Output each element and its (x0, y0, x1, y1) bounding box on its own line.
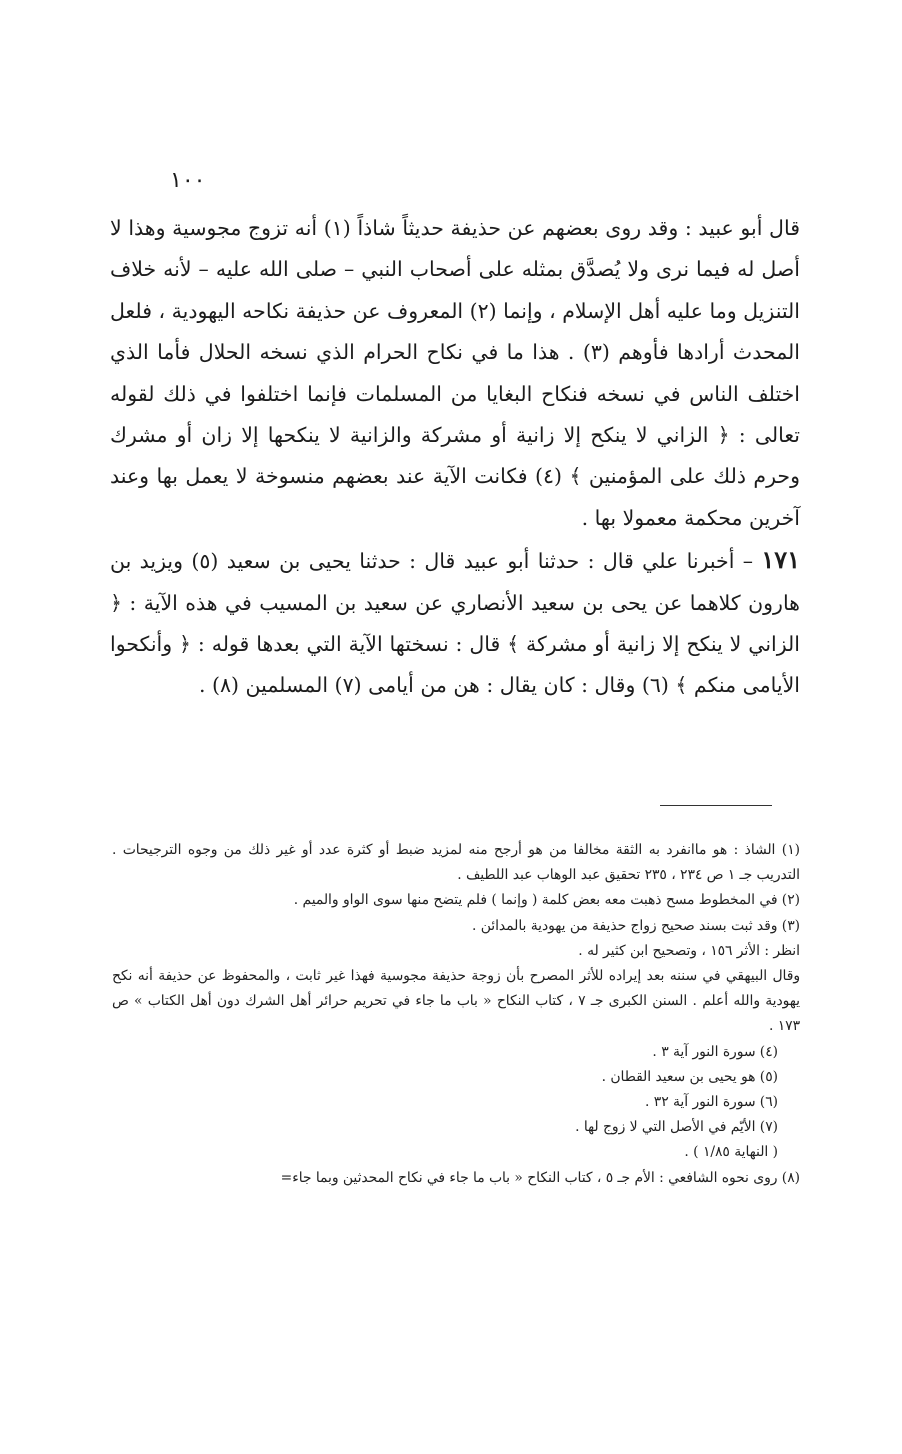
footnote: انظر : الأثر ١٥٦ ، وتصحيح ابن كثير له . (578, 942, 800, 959)
footnote: (٥) هو يحيى بن سعيد القطان . (601, 1068, 778, 1085)
hadith-paragraph (110, 539, 800, 707)
footnotes (112, 838, 800, 1191)
footnote: (٢) في المخطوط مسح ذهبت معه بعض كلمة ( وإنما ) فلم يتضح منها سوى الواو والميم . (293, 892, 800, 909)
footnote: (٨) روى نحوه الشافعي : الأم جـ ٥ ، كتاب النكاح « باب ما جاء في نكاح المحدثين وبما جاء= (280, 1169, 800, 1186)
hadith-number: ١٧١ (761, 545, 800, 575)
footnote: (٤) سورة النور آية ٣ . (652, 1043, 778, 1060)
paragraph: قال أبو عبيد : وقد روى بعضهم عن حذيفة حديثاً شاذاً (١) أنه تزوج مجوسية وهذا لا أصل له فيما نرى ولا يُصدَّق بمثله على أصحاب النبي – صلى الله عليه – لأنه خلاف التنزيل وما عليه أهل الإسلام ، وإنما (٢) المعروف عن حذيفة نكاحه اليهودية ، فلعل المحدث أرادها فأوهم (٣) . هذا ما في نكاح الحرام الذي نسخه الحلال فأما الذي اختلف الناس في نسخه فنكاح البغايا من المسلمات فإنما اختلفوا في ذلك لقوله تعالى : ﴿ الزاني لا ينكح إلا زانية أو مشركة والزانية لا ينكحها إلا زان أو مشرك وحرم ذلك على المؤمنين ﴾ (٤) فكانت الآية عند بعضهم منسوخة لا يعمل بها وعند آخرين محكمة معمولا بها . (110, 216, 801, 530)
main-text (110, 208, 800, 707)
footnote: وقال البيهقي في سننه بعد إيراده للأثر المصرح بأن زوجة حذيفة مجوسية فهذا غير ثابت ، والمحفوظ عن حذيفة أنه نكح يهودية والله أعلم . السنن الكبرى جـ ٧ ، كتاب النكاح « باب ما جاء في تحريم حرائر أهل الشرك دون أهل الكتاب » ص ١٧٣ . (112, 968, 800, 1035)
footnote: ( النهاية ١/٨٥ ) . (684, 1144, 778, 1161)
footnote: (١) الشاذ : هو ماانفرد به الثقة مخالفا من هو أرجح منه لمزيد ضبط أو كثرة عدد أو غير ذلك من وجوه الترجيحات . التدريب جـ ١ ص ٢٣٤ ، ٢٣٥ تحقيق عبد الوهاب عبد اللطيف . (112, 842, 800, 884)
footnote: (٦) سورة النور آية ٣٢ . (645, 1094, 778, 1111)
footnote-separator (660, 805, 772, 806)
page-number: ١٠٠ (170, 168, 206, 193)
footnote: (٧) الأيّم في الأصل التي لا زوج لها . (575, 1119, 778, 1136)
footnote: (٣) وقد ثبت بسند صحيح زواج حذيفة من يهودية بالمدائن . (471, 917, 800, 934)
hadith-text: – أخبرنا علي قال : حدثنا أبو عبيد قال : حدثنا يحيى بن سعيد (٥) ويزيد بن هارون كلاهما عن يحى بن سعيد الأنصاري عن سعيد بن المسيب في هذه الآية : ﴿ الزاني لا ينكح إلا زانية أو مشركة ﴾ قال : نسختها الآية التي بعدها قوله : ﴿ وأنكحوا الأيامى منكم ﴾ (٦) وقال : كان يقال : هن من أيامى (٧) المسلمين (٨) . (110, 549, 800, 698)
